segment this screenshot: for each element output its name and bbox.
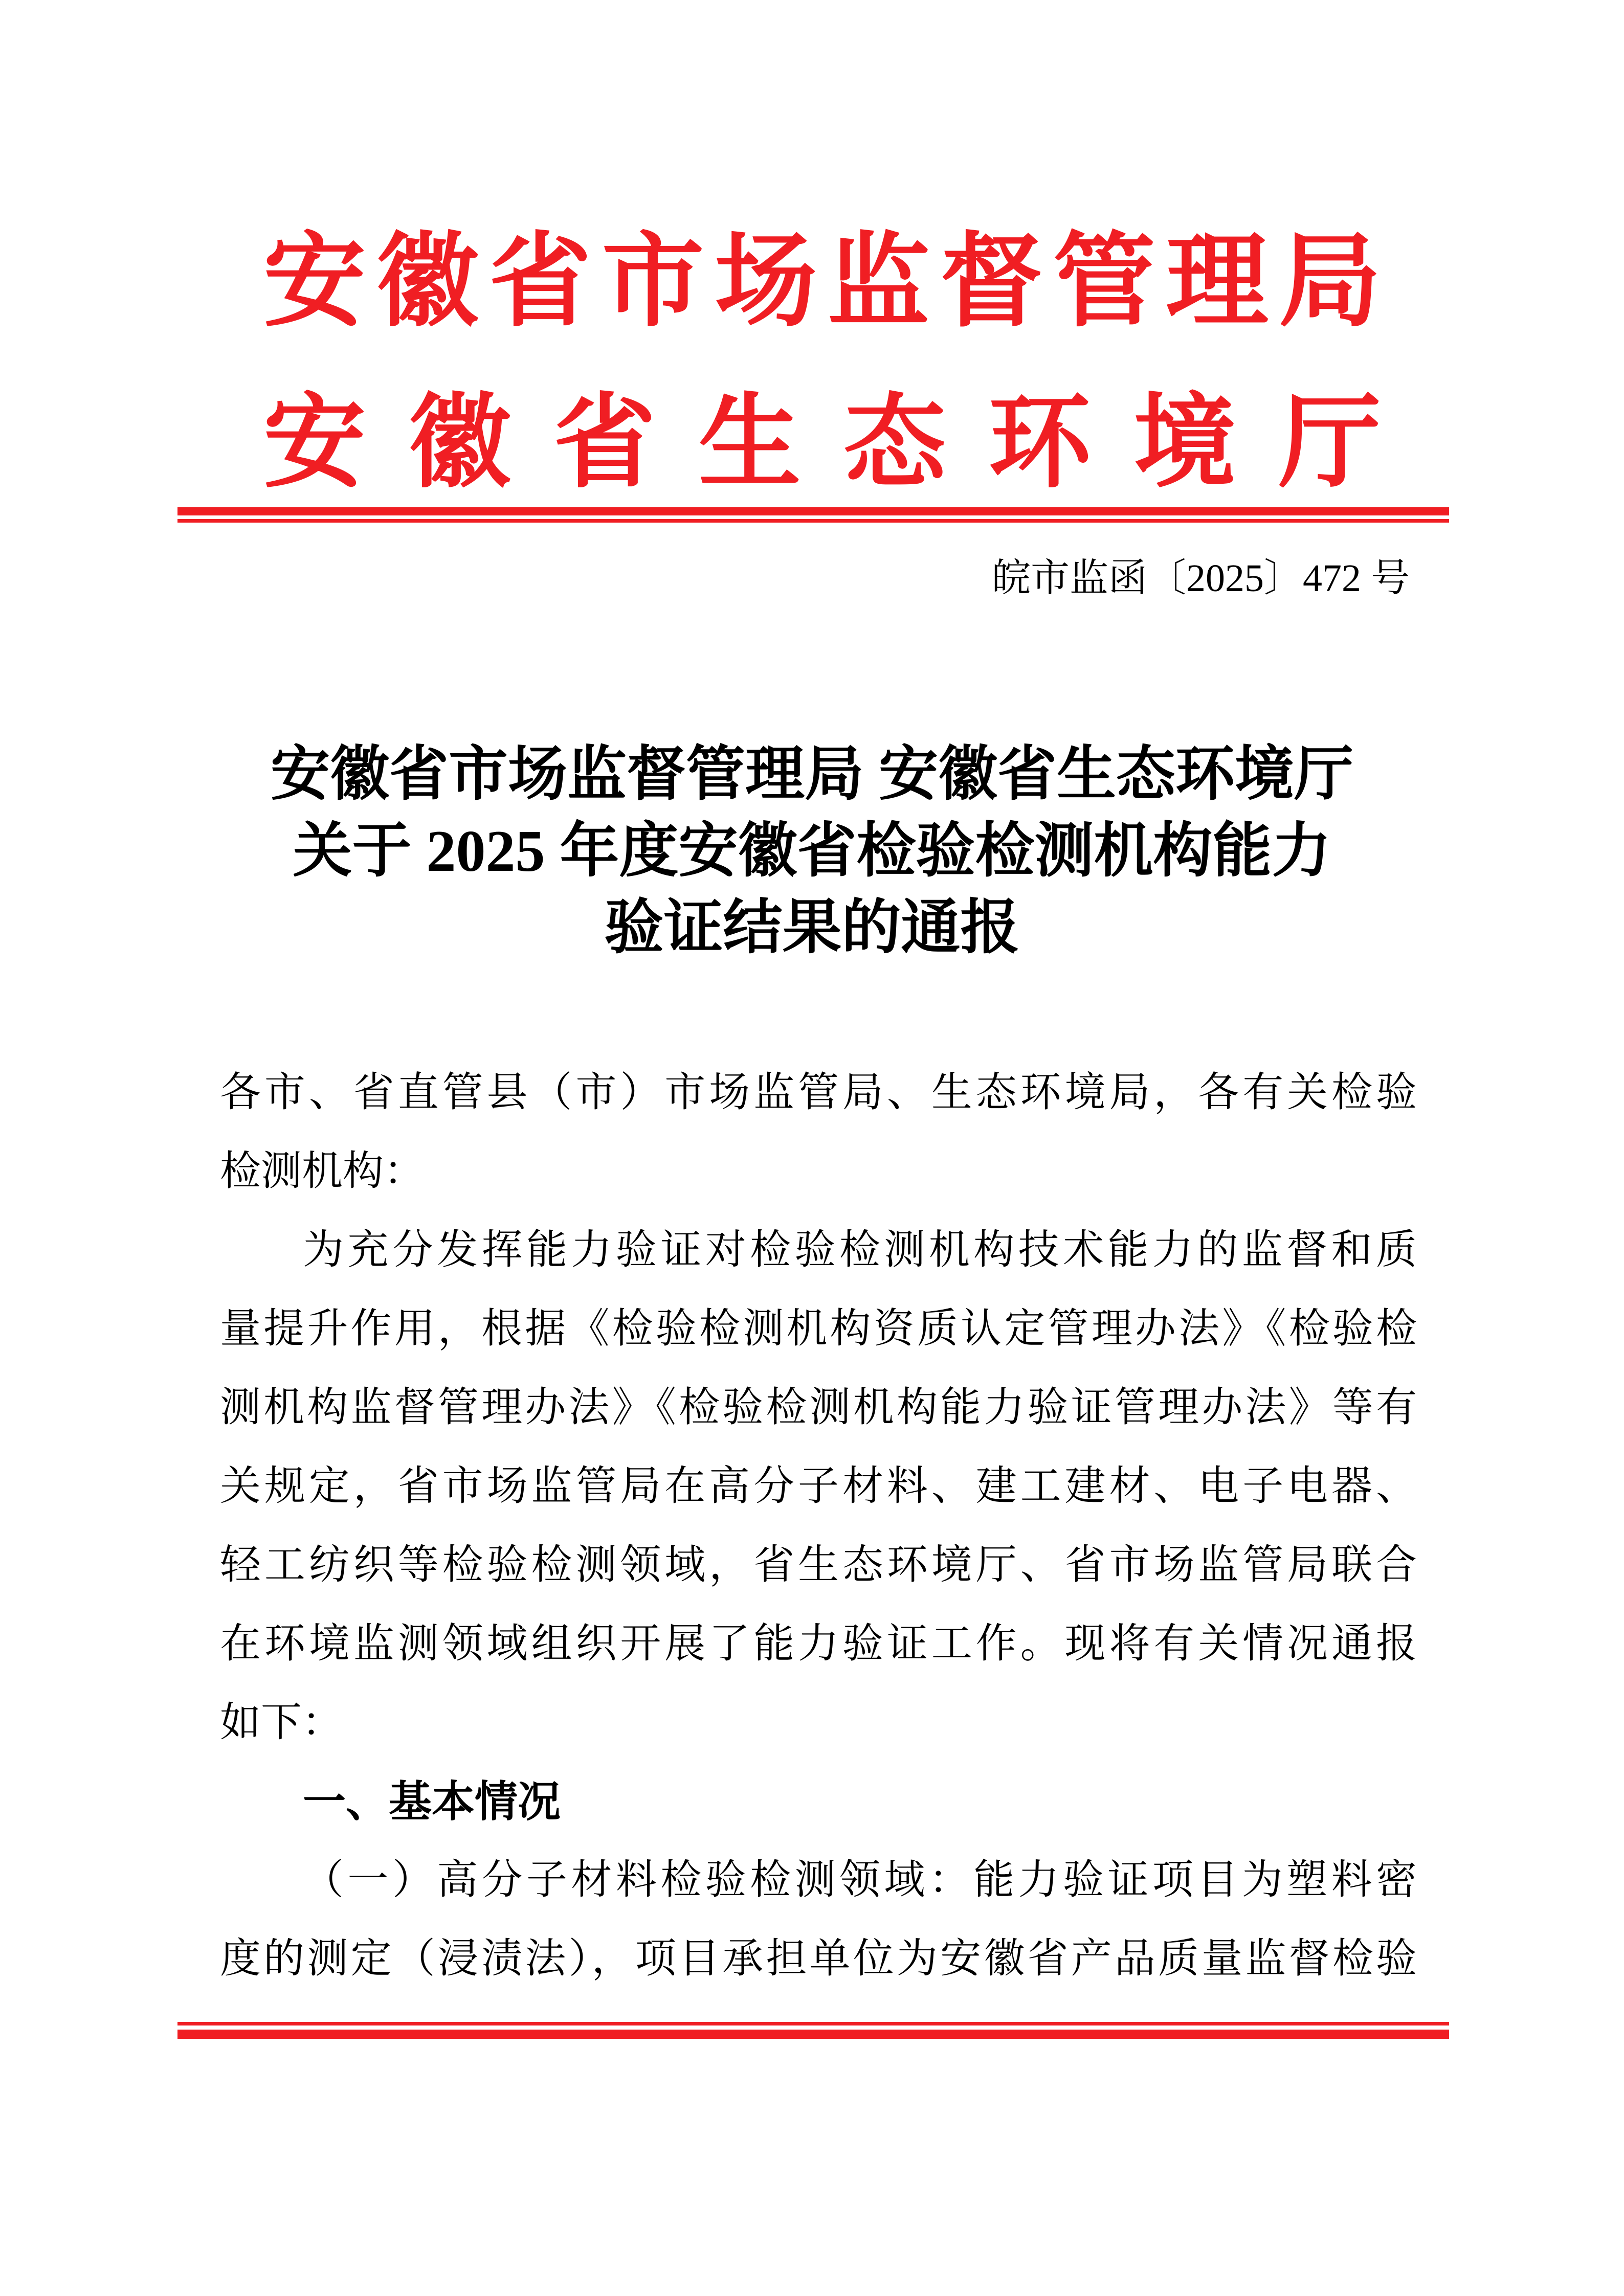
body-line: 如下： bbox=[220, 1700, 343, 1745]
document-body bbox=[220, 1053, 1417, 1998]
body-line: （一）高分子材料检验检测领域：能力验证项目为塑料密 bbox=[303, 1858, 1417, 1903]
letterhead bbox=[263, 226, 1381, 500]
body-line: 量提升作用，根据《检验检测机构资质认定管理办法》《检验检 bbox=[220, 1307, 1417, 1352]
body-line: 在环境监测领域组织开展了能力验证工作。现将有关情况通报 bbox=[220, 1622, 1417, 1667]
body-line: 关规定，省市场监管局在高分子材料、建工建材、电子电器、 bbox=[220, 1464, 1417, 1509]
body-line: 各市、省直管县（市）市场监管局、生态环境局，各有关检验 bbox=[220, 1070, 1417, 1115]
body-line: 测机构监督管理办法》《检验检测机构能力验证管理办法》等有 bbox=[220, 1385, 1417, 1430]
footer-rule-thin bbox=[177, 2022, 1449, 2025]
title-line-3: 验证结果的通报 bbox=[604, 895, 1020, 961]
document-title bbox=[0, 736, 1624, 966]
letterhead-org-line-1: 安 徽 省 市 场 监 督 管 理 局 bbox=[263, 226, 1381, 339]
header-rule-thin bbox=[177, 519, 1449, 523]
body-line: 为充分发挥能力验证对检验检测机构技术能力的监督和质 bbox=[303, 1228, 1417, 1273]
footer-rule-thick bbox=[177, 2030, 1449, 2039]
body-line: 检测机构： bbox=[220, 1149, 425, 1194]
body-line: 度的测定（浸渍法），项目承担单位为安徽省产品质量监督检验 bbox=[220, 1937, 1417, 1982]
header-rule-thick bbox=[177, 507, 1449, 515]
letterhead-org-line-2: 安 徽 省 生 态 环 境 厅 bbox=[263, 387, 1381, 500]
title-line-1: 安徽省市场监督管理局 安徽省生态环境厅 bbox=[271, 742, 1353, 807]
section-heading: 一、基本情况 bbox=[303, 1777, 561, 1826]
body-line: 轻工纺织等检验检测领域，省生态环境厅、省市场监管局联合 bbox=[220, 1543, 1417, 1588]
title-line-2: 关于 2025 年度安徽省检验检测机构能力 bbox=[293, 819, 1331, 884]
document-reference-number: 皖市监函〔2025〕472 号 bbox=[992, 557, 1410, 600]
